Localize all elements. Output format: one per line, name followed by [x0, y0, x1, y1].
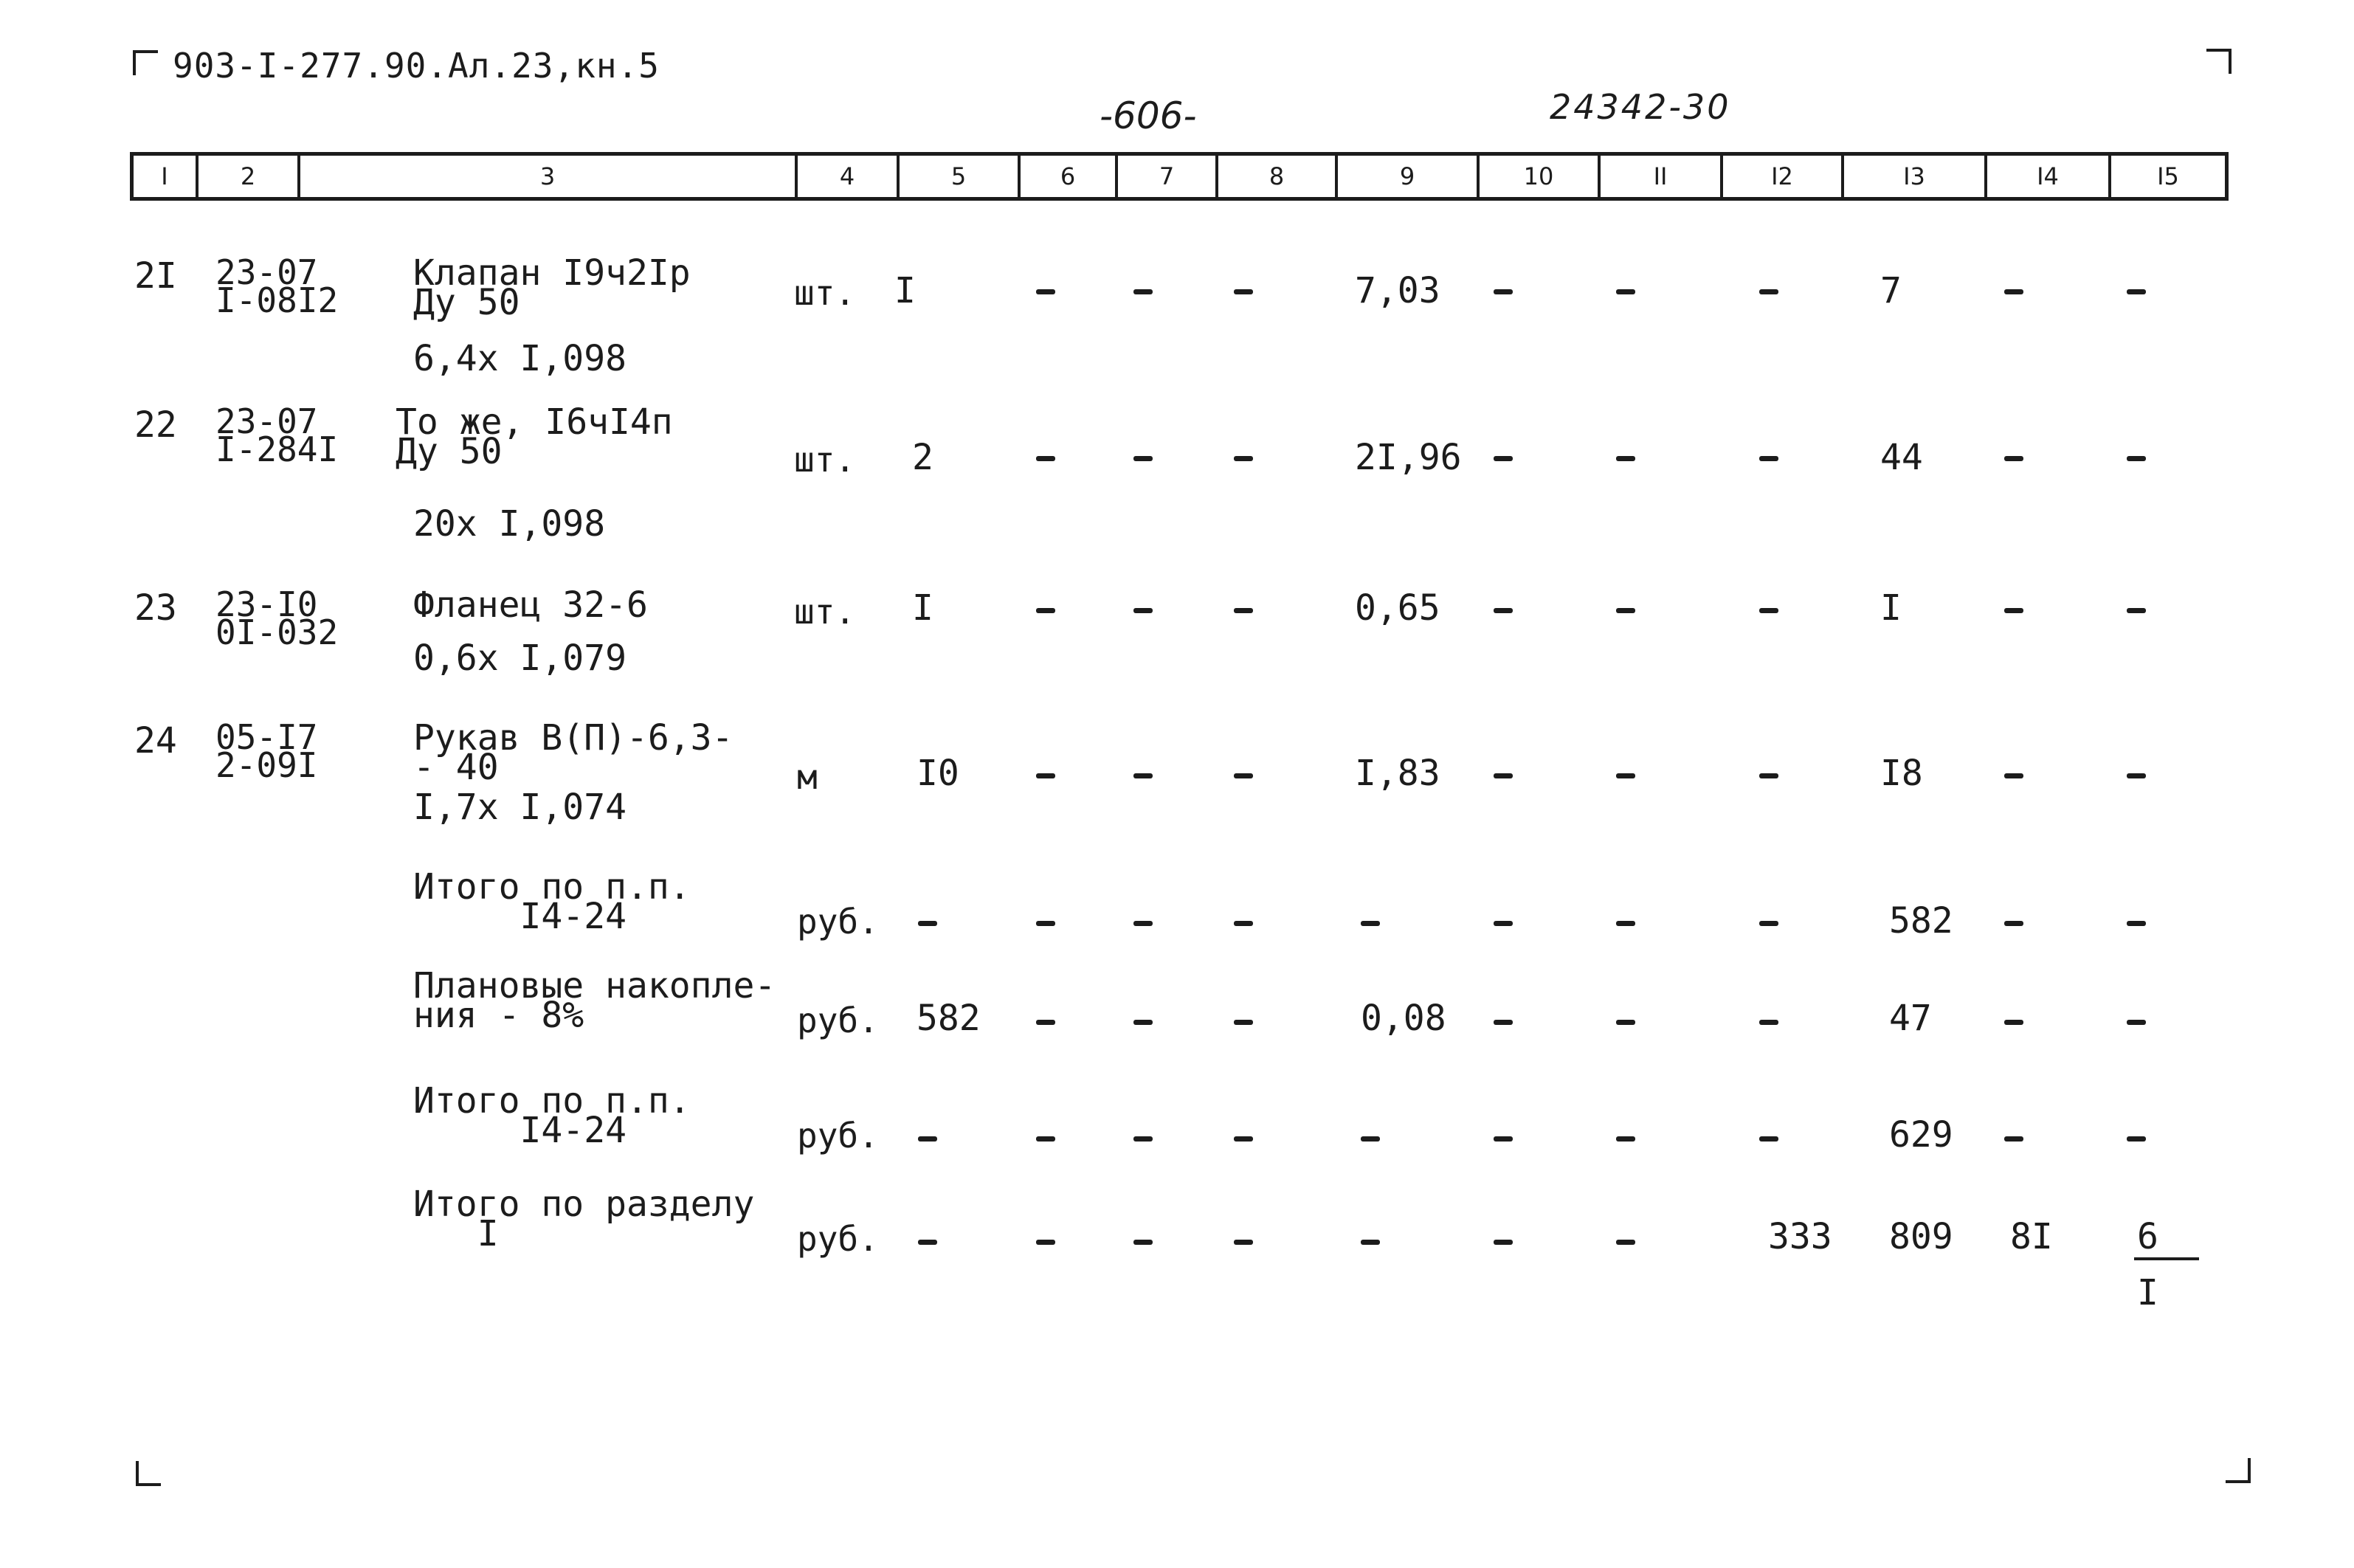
- dash-col10: [1494, 773, 1513, 778]
- dash-col5: [918, 1136, 937, 1142]
- dash-col15: [2127, 773, 2146, 778]
- dash-col6: [1036, 921, 1055, 926]
- item-calculation: 6,4х I,098: [413, 338, 627, 379]
- dash-col8: [1234, 921, 1253, 926]
- row-number: 23: [134, 587, 177, 629]
- value-col13: 809: [1889, 1216, 1953, 1257]
- dash-col9: [1361, 1136, 1380, 1142]
- unit: руб.: [797, 902, 879, 942]
- item-calculation: 20х I,098: [413, 503, 606, 545]
- row-number: 2I: [134, 255, 177, 297]
- dash-col12: [1759, 289, 1778, 294]
- corner-mark-top-left: [133, 50, 158, 75]
- item-name: Фланец 32-6: [413, 584, 648, 626]
- value-col14: 8I: [2010, 1216, 2053, 1257]
- column-header-13: I3: [1844, 156, 1987, 197]
- value-col9: 7,03: [1355, 270, 1440, 311]
- value-col9: 2I,96: [1355, 437, 1462, 478]
- column-header-6: 6: [1021, 156, 1118, 197]
- dash-col8: [1234, 1240, 1253, 1245]
- column-header-2: 2: [199, 156, 300, 197]
- dash-col15: [2127, 289, 2146, 294]
- column-header-1: I: [134, 156, 199, 197]
- column-header-9: 9: [1338, 156, 1480, 197]
- value-col13: 47: [1889, 998, 1932, 1039]
- column-header-11: II: [1601, 156, 1723, 197]
- price-code: 23-I0 0I-032: [215, 584, 339, 652]
- quantity: 2: [912, 437, 933, 478]
- column-header-15: I5: [2157, 162, 2179, 190]
- dash-col12: [1759, 1136, 1778, 1142]
- dash-col15: [2127, 921, 2146, 926]
- dash-col12: [1759, 456, 1778, 461]
- column-header-12: I2: [1723, 156, 1844, 197]
- dash-col10: [1494, 1020, 1513, 1025]
- column-header-5: 5: [900, 156, 1021, 197]
- page-number: -606-: [1100, 94, 1197, 137]
- dash-col10: [1494, 456, 1513, 461]
- quantity: 582: [917, 998, 981, 1039]
- item-name: То же, I6чI4п Ду 50: [396, 401, 673, 472]
- total-label: Итого по п.п. I4-24: [413, 866, 691, 937]
- dash-col8: [1234, 608, 1253, 613]
- registration-number: 24342-30: [1550, 87, 1731, 127]
- total-label: Плановые накопле- ния - 8%: [413, 965, 776, 1036]
- dash-col6: [1036, 289, 1055, 294]
- value-col13: 629: [1889, 1114, 1953, 1156]
- dash-col7: [1133, 608, 1153, 613]
- dash-col6: [1036, 456, 1055, 461]
- dash-col11: [1616, 608, 1635, 613]
- price-code: 05-I7 2-09I: [215, 717, 318, 785]
- item-calculation: 0,6х I,079: [413, 638, 627, 679]
- dash-col10: [1494, 1136, 1513, 1142]
- column-header-14: I4: [1987, 156, 2111, 197]
- dash-col8: [1234, 773, 1253, 778]
- dash-col11: [1616, 773, 1635, 778]
- dash-col7: [1133, 921, 1153, 926]
- column-header-8: 8: [1218, 156, 1338, 197]
- dash-col15: [2127, 608, 2146, 613]
- dash-col15: [2127, 456, 2146, 461]
- dash-col11: [1616, 1240, 1635, 1245]
- unit: руб.: [797, 1001, 879, 1040]
- dash-col11: [1616, 289, 1635, 294]
- dash-col12: [1759, 1020, 1778, 1025]
- column-header-3: 3: [300, 156, 798, 197]
- dash-col10: [1494, 289, 1513, 294]
- dash-col8: [1234, 1020, 1253, 1025]
- dash-col7: [1133, 1136, 1153, 1142]
- dash-col6: [1036, 1240, 1055, 1245]
- dash-col6: [1036, 608, 1055, 613]
- dash-col14: [2004, 773, 2023, 778]
- total-label: Итого по разделу I: [413, 1184, 755, 1254]
- dash-col9: [1361, 921, 1380, 926]
- dash-col14: [2004, 608, 2023, 613]
- dash-col7: [1133, 1240, 1153, 1245]
- value-col9: 0,65: [1355, 587, 1440, 629]
- value-col13: 582: [1889, 900, 1953, 942]
- dash-col5: [918, 1240, 937, 1245]
- unit: м: [797, 757, 818, 797]
- value-col13: 44: [1880, 437, 1923, 478]
- price-code: 23-07 I-284I: [215, 401, 339, 469]
- value-col9: 0,08: [1361, 998, 1446, 1039]
- fraction-line: [2134, 1257, 2199, 1260]
- dash-col10: [1494, 608, 1513, 613]
- dash-col7: [1133, 456, 1153, 461]
- dash-col7: [1133, 773, 1153, 778]
- dash-col10: [1494, 921, 1513, 926]
- dash-col7: [1133, 289, 1153, 294]
- dash-col11: [1616, 456, 1635, 461]
- dash-col14: [2004, 1020, 2023, 1025]
- dash-col14: [2004, 456, 2023, 461]
- dash-col7: [1133, 1020, 1153, 1025]
- unit: руб.: [797, 1116, 879, 1156]
- dash-col8: [1234, 289, 1253, 294]
- quantity: I0: [917, 753, 959, 794]
- column-header-4: 4: [798, 156, 900, 197]
- document-code: 903-I-277.90.Ал.23,кн.5: [173, 46, 660, 86]
- fraction-denominator: I: [2137, 1272, 2158, 1313]
- dash-col9: [1361, 1240, 1380, 1245]
- quantity: I: [912, 587, 933, 629]
- dash-col14: [2004, 1136, 2023, 1142]
- dash-col10: [1494, 1240, 1513, 1245]
- value-col13: I8: [1880, 753, 1923, 794]
- corner-mark-bottom-left: [136, 1461, 161, 1486]
- column-header-row: [130, 152, 2229, 201]
- dash-col11: [1616, 1136, 1635, 1142]
- row-number: 24: [134, 720, 177, 761]
- dash-col12: [1759, 921, 1778, 926]
- unit: шт.: [794, 273, 856, 313]
- value-col13: 7: [1880, 270, 1902, 311]
- dash-col14: [2004, 289, 2023, 294]
- dash-col8: [1234, 456, 1253, 461]
- price-code: 23-07 I-08I2: [215, 252, 339, 320]
- dash-col11: [1616, 921, 1635, 926]
- column-header-7: 7: [1118, 156, 1218, 197]
- corner-mark-bottom-right: [2226, 1458, 2251, 1483]
- dash-col12: [1759, 773, 1778, 778]
- dash-col6: [1036, 1136, 1055, 1142]
- corner-mark-top-right: [2206, 49, 2232, 74]
- value-col12: 333: [1768, 1216, 1832, 1257]
- quantity: I: [894, 270, 916, 311]
- fraction-numerator: 6: [2137, 1216, 2158, 1257]
- unit: шт.: [794, 592, 856, 632]
- dash-col8: [1234, 1136, 1253, 1142]
- dash-col15: [2127, 1136, 2146, 1142]
- unit: руб.: [797, 1219, 879, 1259]
- value-col9: I,83: [1355, 753, 1440, 794]
- dash-col11: [1616, 1020, 1635, 1025]
- dash-col6: [1036, 1020, 1055, 1025]
- row-number: 22: [134, 404, 177, 446]
- total-label: Итого по п.п. I4-24: [413, 1080, 691, 1151]
- dash-col5: [918, 921, 937, 926]
- item-name: Рукав В(П)-6,3- - 40: [413, 717, 734, 788]
- dash-col12: [1759, 608, 1778, 613]
- value-col13: I: [1880, 587, 1902, 629]
- dash-col15: [2127, 1020, 2146, 1025]
- item-name: Клапан I9ч2Iр Ду 50: [413, 252, 691, 323]
- item-calculation: I,7х I,074: [413, 787, 627, 828]
- dash-col6: [1036, 773, 1055, 778]
- unit: шт.: [794, 440, 856, 480]
- dash-col14: [2004, 921, 2023, 926]
- column-header-10: 10: [1480, 156, 1601, 197]
